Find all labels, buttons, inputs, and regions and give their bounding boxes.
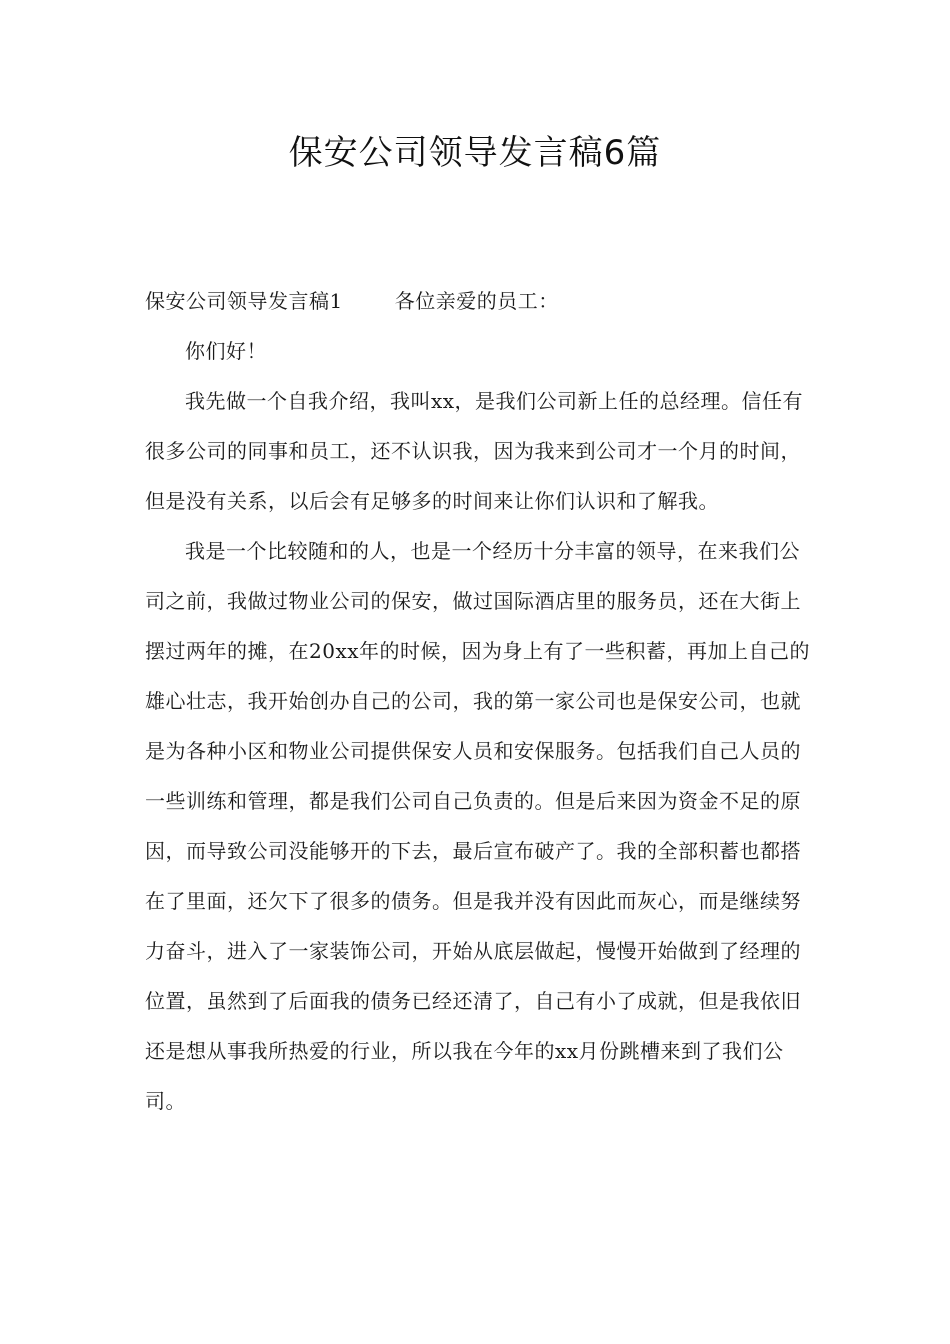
document-body (145, 276, 815, 1126)
salutation: 各位亲爱的员工： (394, 289, 559, 313)
paragraph-greeting: 你们好！ (185, 339, 267, 363)
heading-line (145, 276, 815, 326)
section-heading: 保安公司领导发言稿1 (145, 289, 343, 313)
paragraph-introduction: 我先做一个自我介绍，我叫xx，是我们公司新上任的总经理。信任有很多公司的同事和员工，还不认识我，因为我来到公司才一个月的时间，但是没有关系，以后会有足够多的时间来让你们认识和了解我。 (145, 389, 804, 513)
paragraph-experience: 我是一个比较随和的人，也是一个经历十分丰富的领导，在来我们公司之前，我做过物业公司的保安，做过国际酒店里的服务员，还在大街上摆过两年的摊，在20xx年的时候，因为身上有了一些积蓄，再加上自己的雄心壮志，我开始创办自己的公司，我的第一家公司也是保安公司，也就是为各种小区和物业公司提供保安人员和安保服务。包括我们自己人员的一些训练和管理，都是我们公司自己负责的。但是后来因为资金不足的原因，而导致公司没能够开的下去，最后宣布破产了。我的全部积蓄也都搭在了里面，还欠下了很多的债务。但是我并没有因此而灰心，而是继续努力奋斗，进入了一家装饰公司，开始从底层做起，慢慢开始做到了经理的位置，虽然到了后面我的债务已经还清了，自己有小了成就，但是我依旧还是想从事我所热爱的行业，所以我在今年的xx月份跳槽来到了我们公司。 (145, 539, 811, 1113)
document-title: 保安公司领导发言稿6篇 (288, 133, 662, 173)
